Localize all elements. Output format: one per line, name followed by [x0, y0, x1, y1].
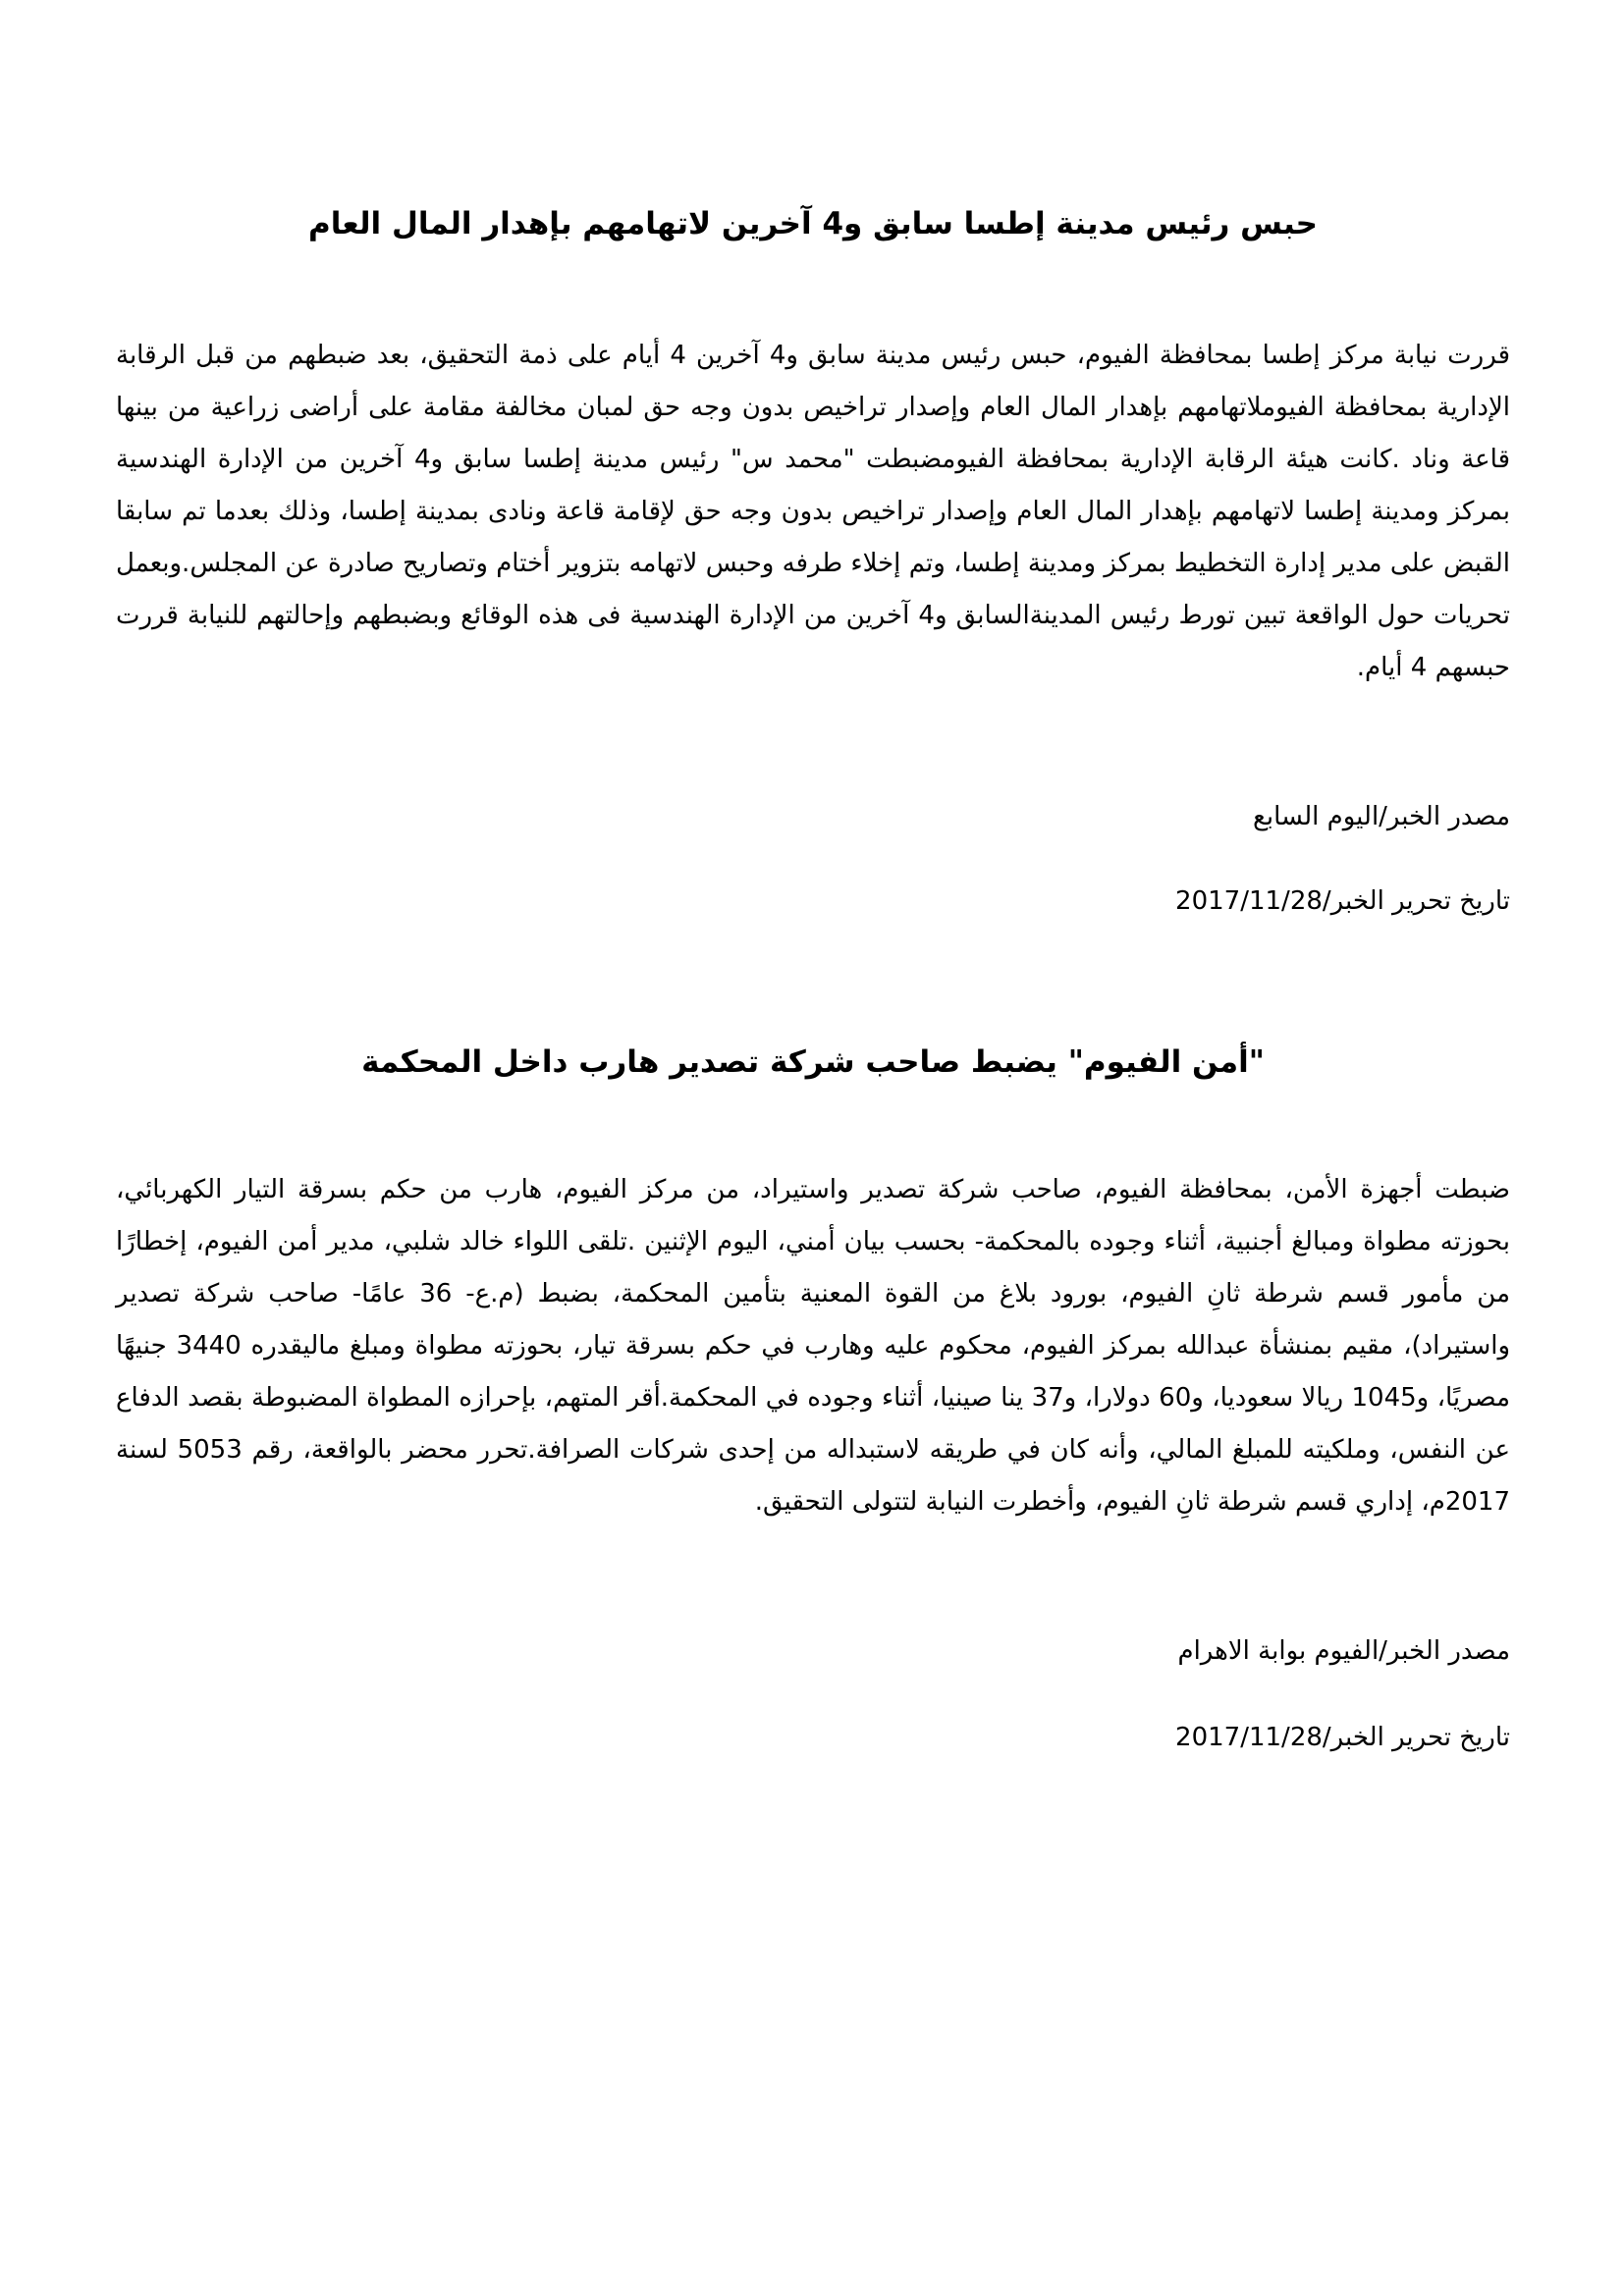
article-1-date: تاريخ تحرير الخبر/2017/11/28	[1175, 886, 1510, 916]
article-2-headline: "أمن الفيوم" يضبط صاحب شركة تصدير هارب داخل المحكمة	[361, 1044, 1265, 1080]
article-column	[116, 0, 1510, 2296]
article-1-source: مصدر الخبر/اليوم السابع	[1253, 802, 1510, 831]
article-2-date: تاريخ تحرير الخبر/2017/11/28	[1175, 1723, 1510, 1752]
article-1-body: قررت نيابة مركز إطسا بمحافظة الفيوم، حبس رئيس مدينة سابق و4 آخرين 4 أيام على ذمة التحقيق، بعد ضبطهم من قبل الرقابة الإدارية بمحافظة الفيوملاتهامهم بإهدار المال العام وإصدار تراخيص بدون وجه حق لمبان مخالفة مقامة على أراضى زراعية من بينها قاعة وناد .كانت هيئة الرقابة الإدارية بمحافظة الفيومضبطت "محمد س" رئيس مدينة إطسا سابق و4 آخرين من الإدارة الهندسية بمركز ومدينة إطسا لاتهامهم بإهدار المال العام وإصدار تراخيص بدون وجه حق لإقامة قاعة ونادى بمدينة إطسا، وذلك بعدما تم سابقا القبض على مدير إدارة التخطيط بمركز ومدينة إطسا، وتم إخلاء طرفه وحبس لاتهامه بتزوير أختام وتصاريح صادرة عن المجلس.وبعمل تحريات حول الواقعة تبين تورط رئيس المدينةالسابق و4 آخرين من الإدارة الهندسية فى هذه الوقائع وبضبطهم وإحالتهم للنيابة قررت حبسهم 4 أيام.	[116, 341, 1511, 682]
article-1-headline: حبس رئيس مدينة إطسا سابق و4 آخرين لاتهامهم بإهدار المال العام	[308, 206, 1318, 241]
article-2-source: مصدر الخبر/الفيوم بوابة الاهرام	[1177, 1636, 1510, 1666]
article-2-body: ضبطت أجهزة الأمن، بمحافظة الفيوم، صاحب شركة تصدير واستيراد، من مركز الفيوم، هارب من حكم بسرقة التيار الكهربائي، بحوزته مطواة ومبالغ أجنبية، أثناء وجوده بالمحكمة- بحسب بيان أمني، اليوم الإثنين .تلقى اللواء خالد شلبي، مدير أمن الفيوم، إخطارًا من مأمور قسم شرطة ثانِ الفيوم، بورود بلاغ من القوة المعنية بتأمين المحكمة، بضبط (م.ع- 36 عامًا- صاحب شركة تصدير واستيراد)، مقيم بمنشأة عبدالله بمركز الفيوم، محكوم عليه وهارب في حكم بسرقة تيار، بحوزته مطواة ومبلغ ماليقدره 3440 جنيهًا مصريًا، و1045 ريالا سعوديا، و60 دولارا، و37 ينا صينيا، أثناء وجوده في المحكمة.أقر المتهم، بإحرازه المطواة المضبوطة بقصد الدفاع عن النفس، وملكيته للمبلغ المالي، وأنه كان في طريقه لاستبداله من إحدى شركات الصرافة.تحرر محضر بالواقعة، رقم 5053 لسنة 2017م، إداري قسم شرطة ثانِ الفيوم، وأخطرت النيابة لتتولى التحقيق.	[116, 1175, 1511, 1517]
